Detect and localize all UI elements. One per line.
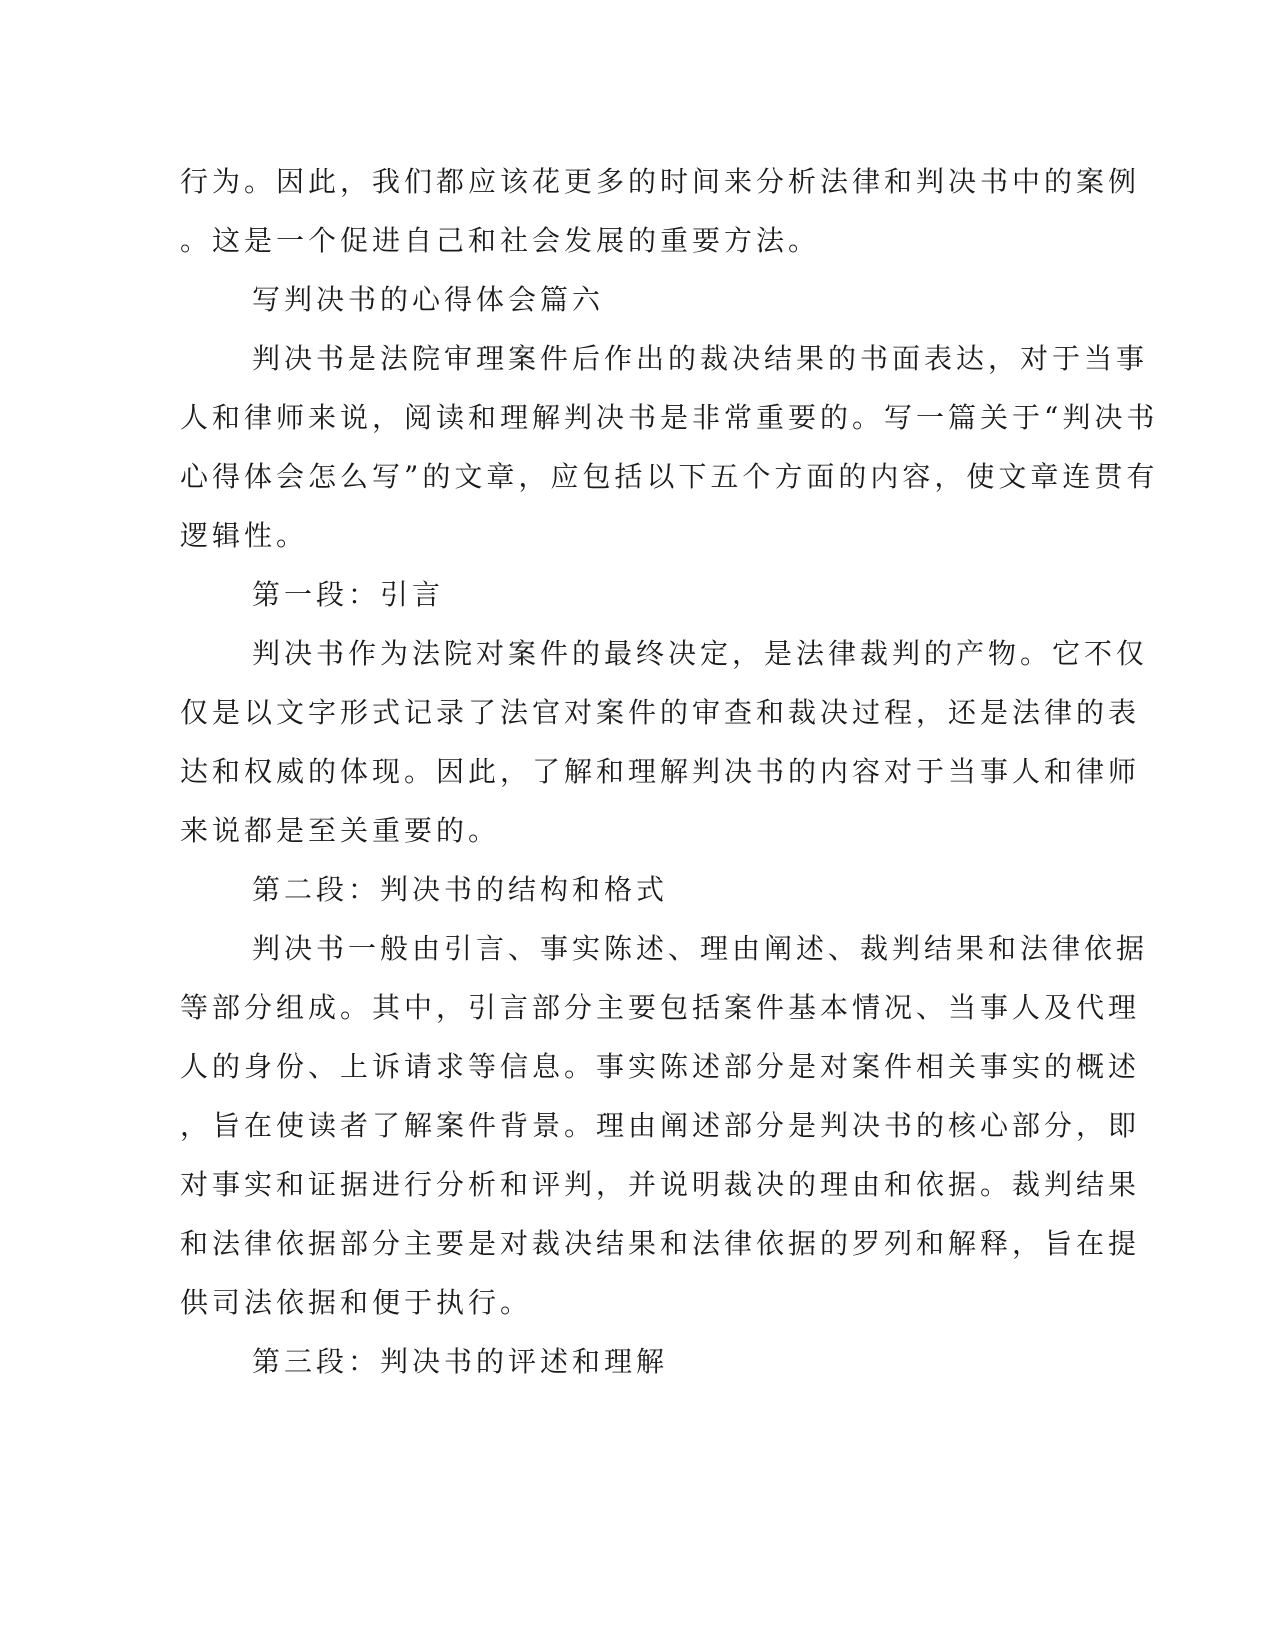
text-line: 人和律师来说，阅读和理解判决书是非常重要的。写一篇关于“判决书 [180, 401, 1159, 434]
text-line: 逻辑性。 [180, 519, 309, 552]
paragraph-first-line: 判决书是法院审理案件后作出的裁决结果的书面表达，对于当事 [252, 342, 1149, 375]
text-line: 达和权威的体现。因此，了解和理解判决书的内容对于当事人和律师 [180, 755, 1141, 788]
text-line: 供司法依据和便于执行。 [180, 1286, 533, 1319]
paragraph-first-line: 判决书一般由引言、事实陈述、理由阐述、裁判结果和法律依据 [252, 932, 1149, 965]
text-line: 心得体会怎么写”的文章，应包括以下五个方面的内容，使文章连贯有 [180, 460, 1159, 493]
section-heading: 第三段：判决书的评述和理解 [252, 1345, 669, 1378]
section-heading: 第一段：引言 [252, 578, 445, 611]
text-line: ，旨在使读者了解案件背景。理由阐述部分是判决书的核心部分，即 [180, 1109, 1141, 1142]
text-line: 仅是以文字形式记录了法官对案件的审查和裁决过程，还是法律的表 [180, 696, 1141, 729]
paragraph-first-line: 判决书作为法院对案件的最终决定，是法律裁判的产物。它不仅 [252, 637, 1149, 670]
text-line: 等部分组成。其中，引言部分主要包括案件基本情况、当事人及代理 [180, 991, 1141, 1024]
text-line: 。这是一个促进自己和社会发展的重要方法。 [180, 224, 821, 257]
text-line: 行为。因此，我们都应该花更多的时间来分析法律和判决书中的案例 [180, 165, 1141, 198]
text-line: 对事实和证据进行分析和评判，并说明裁决的理由和依据。裁判结果 [180, 1168, 1141, 1201]
document-page [180, 152, 1159, 1391]
section-heading: 写判决书的心得体会篇六 [252, 283, 605, 316]
text-line: 来说都是至关重要的。 [180, 814, 501, 847]
text-line: 人的身份、上诉请求等信息。事实陈述部分是对案件相关事实的概述 [180, 1050, 1141, 1083]
text-line: 和法律依据部分主要是对裁决结果和法律依据的罗列和解释，旨在提 [180, 1227, 1141, 1260]
section-heading: 第二段：判决书的结构和格式 [252, 873, 669, 906]
